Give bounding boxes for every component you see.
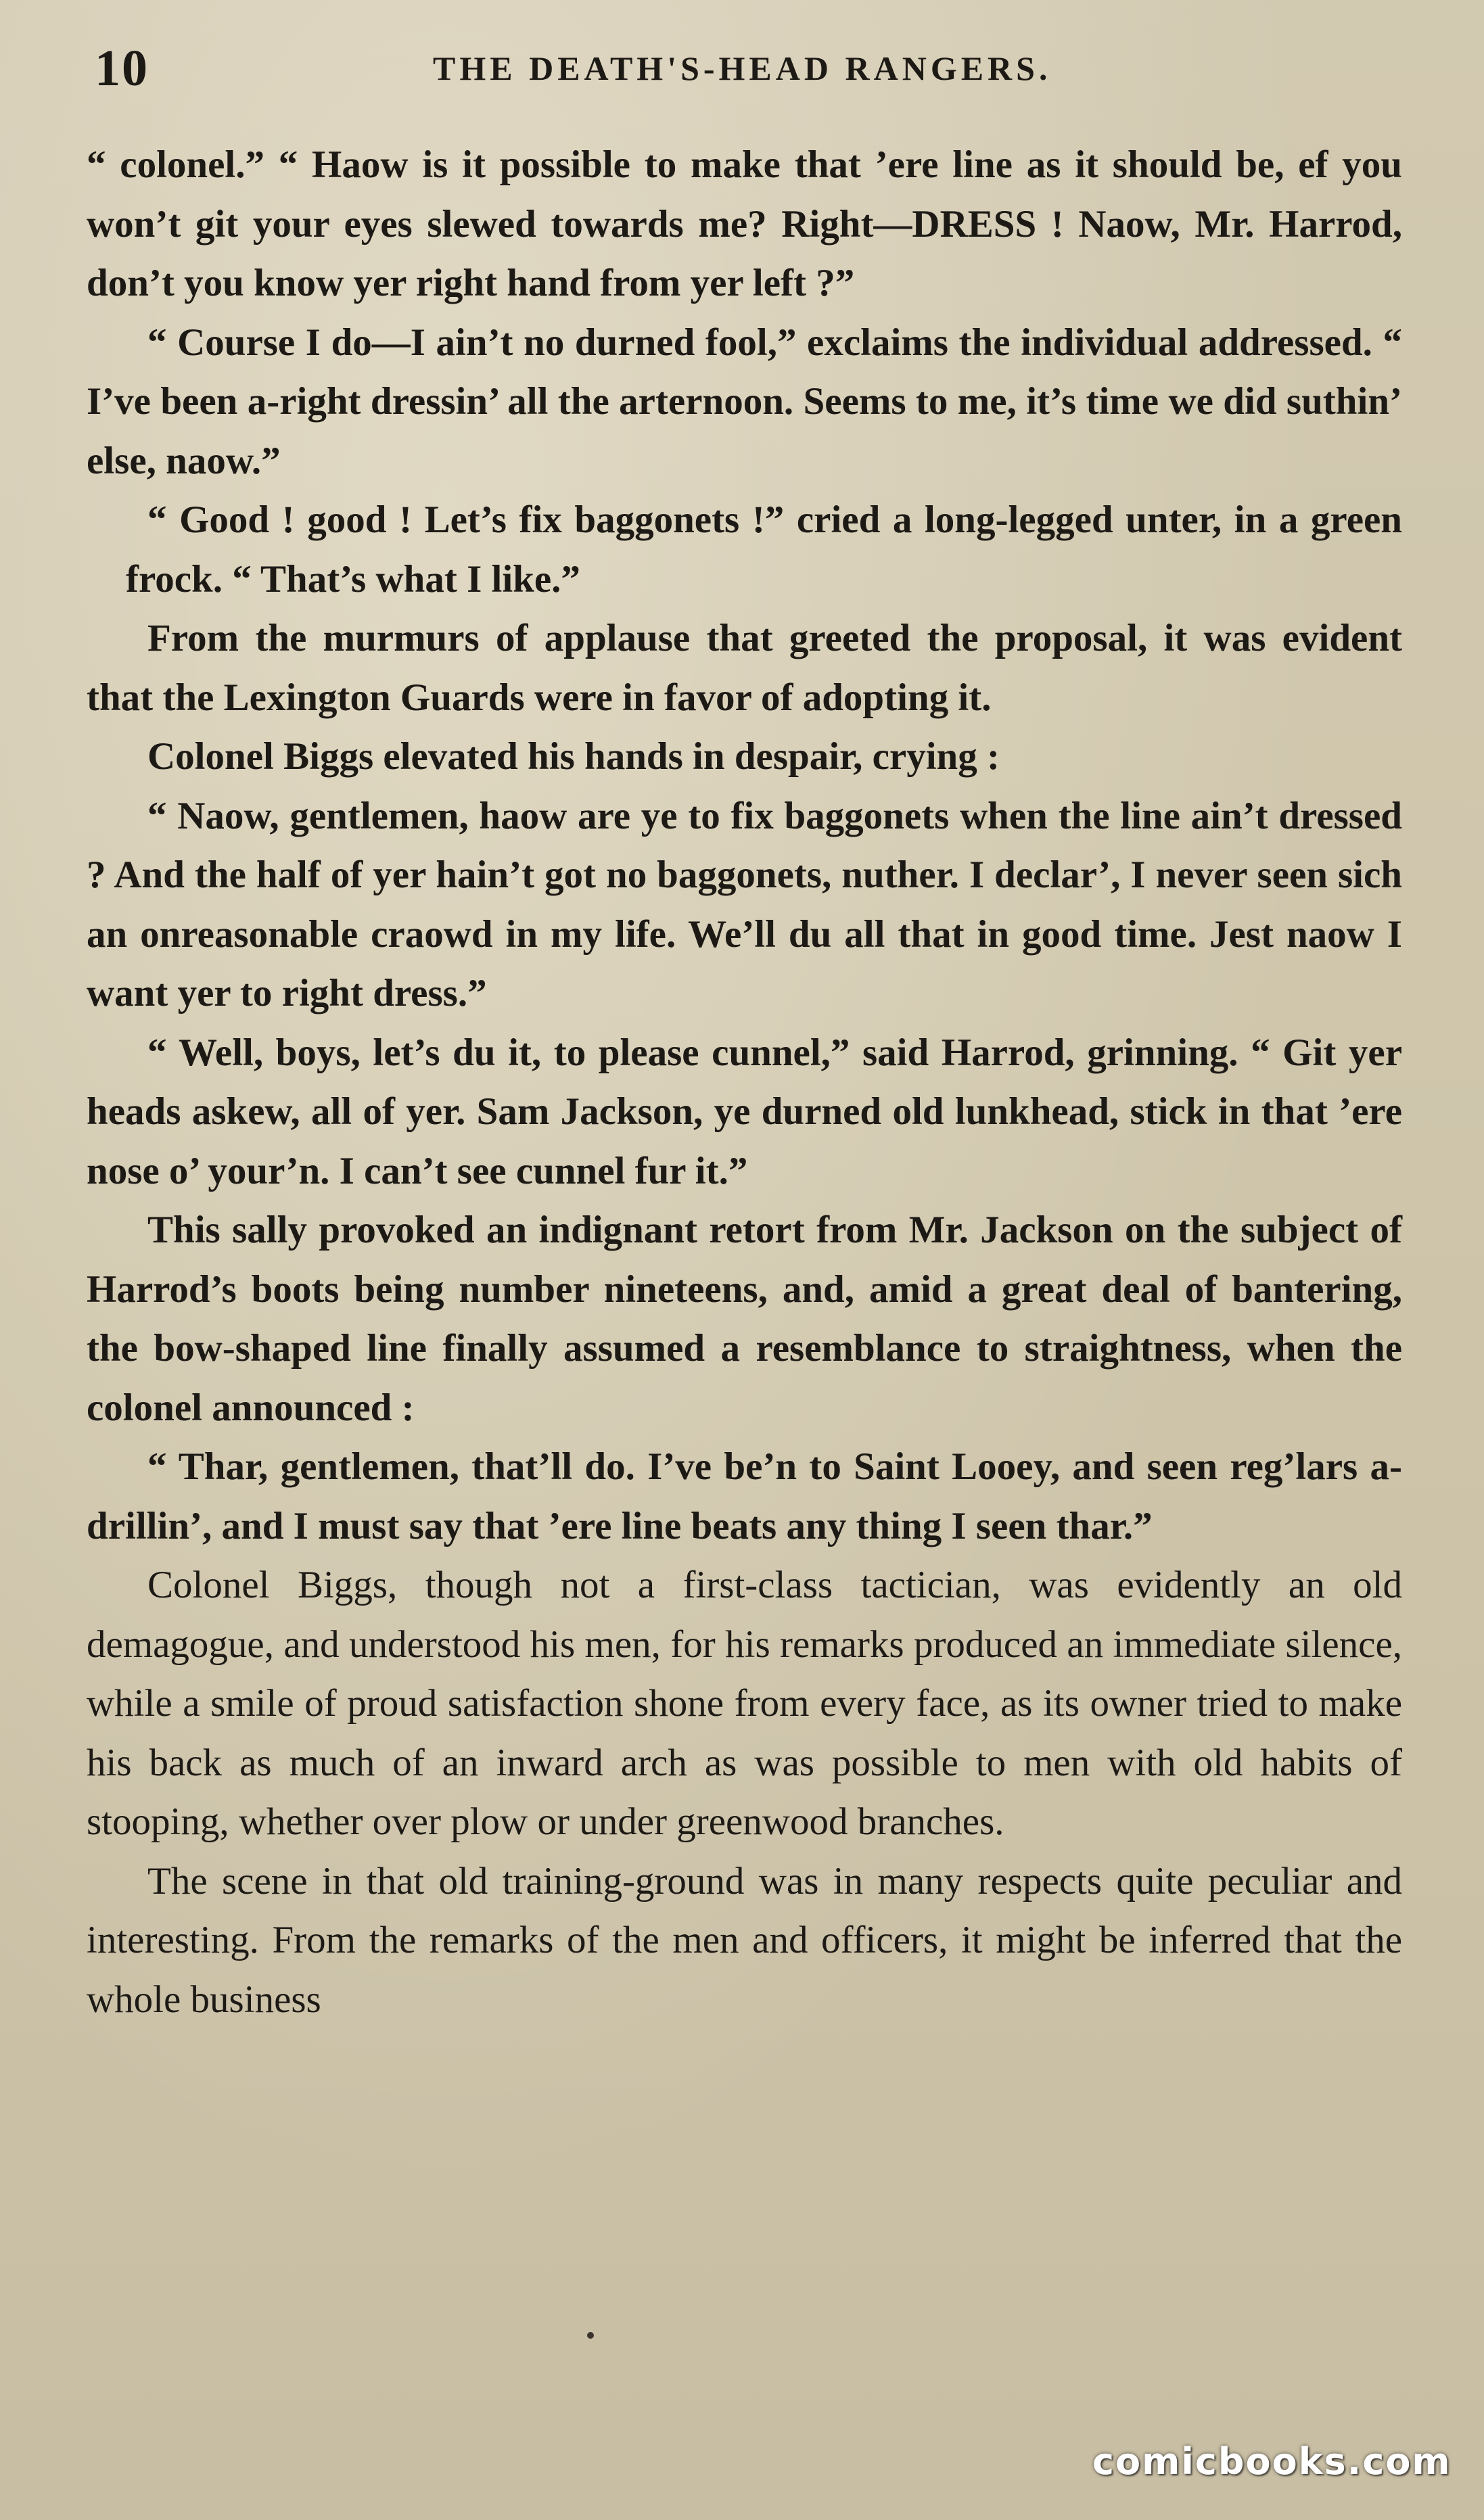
page-number: 10 [95,40,149,97]
paragraph: From the murmurs of applause that greeted the proposal, it was evident that the Lexington Guards were in favor of adopting it. [87,617,1402,719]
paragraph: “ Good ! good ! Let’s fix baggonets !” cried a long-legged unter, in a green frock. “ That’s what I like.” [126,498,1402,601]
paragraph: “ colonel.” “ Haow is it possible to make that ’ere line as it should be, ef you won’t git your eyes slewed towards me? Right—DRESS ! Naow, Mr. Harrod, don’t you know yer right hand from yer left ?” [87,143,1402,304]
paragraph: Colonel Biggs elevated his hands in despair, crying : [147,735,1000,778]
ink-dot [587,2332,594,2339]
watermark: comicbooks.com [1092,2440,1452,2483]
page-header [95,39,1393,100]
paragraph: “ Naow, gentlemen, haow are ye to fix baggonets when the line ain’t dressed ? And the half of yer hain’t got no baggonets, nuther. I declar’, I never seen sich an onreasonable craowd in my life. We’ll du all that in good time. Jest naow I want yer to right dress.” [87,794,1402,1014]
paragraph: The scene in that old training-ground was in many respects quite peculiar and interesting. From the remarks of the men and officers, it might be inferred that the whole business [87,1859,1402,2021]
paragraph: “ Well, boys, let’s du it, to please cunnel,” said Harrod, grinning. “ Git yer heads askew, all of yer. Sam Jackson, ye durned old lunkhead, stick in that ’ere nose o’ your’n. I can’t see cunnel fur it.” [87,1031,1402,1192]
running-title: THE DEATH'S-HEAD RANGERS. [433,49,1052,87]
paragraph: “ Course I do—I ain’t no durned fool,” exclaims the individual addressed. “ I’ve been a-right dressin’ all the arternoon. Seems to me, it’s time we did suthin’ else, naow.” [87,321,1402,482]
paragraph: Colonel Biggs, though not a first-class tactician, was evidently an old demagogue, and understood his men, for his remarks produced an immediate silence, while a smile of proud satisfaction shone from every face, as its owner tried to make his back as much of an inward arch as was possible to men with old habits of stooping, whether over plow or under greenwood branches. [87,1564,1402,1843]
paragraph: “ Thar, gentlemen, that’ll do. I’ve be’n to Saint Looey, and seen reg’lars a-drillin’, and I must say that ’ere line beats any thing I seen thar.” [87,1445,1402,1547]
body-text [87,135,1402,2029]
paragraph: This sally provoked an indignant retort from Mr. Jackson on the subject of Harrod’s boots being number nineteens, and, amid a great deal of bantering, the bow-shaped line finally assumed a resemblance to straightness, when the colonel announced : [87,1209,1402,1429]
